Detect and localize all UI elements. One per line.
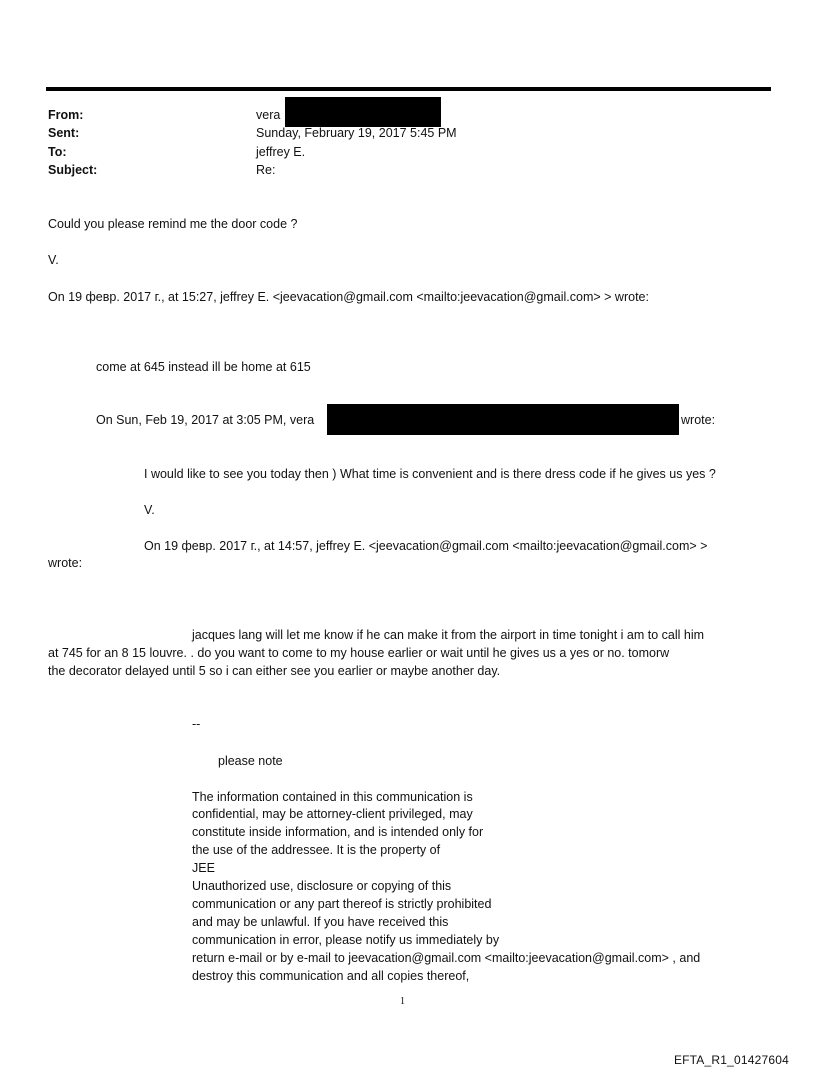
- header-rule: [46, 87, 771, 91]
- disclaimer-line: Unauthorized use, disclosure or copying of this: [192, 879, 452, 893]
- quoted-message-line: at 745 for an 8 15 louvre. . do you want to come to my house earlier or wait until he gives us a yes or no. tomorw: [48, 646, 670, 660]
- redaction-box-from: [285, 97, 441, 127]
- quoted-message-line: jacques lang will let me know if he can make it from the airport in time tonight i am to call him: [192, 628, 705, 642]
- quote-header-prefix: On Sun, Feb 19, 2017 at 3:05 PM, vera: [96, 413, 315, 427]
- message-line: Could you please remind me the door code ?: [48, 217, 298, 231]
- subject-label: Subject:: [48, 163, 98, 177]
- signature-initial: V.: [144, 503, 155, 517]
- please-note: please note: [218, 754, 283, 768]
- disclaimer-line: communication in error, please notify us immediately by: [192, 933, 500, 947]
- disclaimer-line: JEE: [192, 861, 215, 875]
- disclaimer-line: the use of the addressee. It is the property of: [192, 843, 441, 857]
- quoted-message-line: the decorator delayed until 5 so i can either see you earlier or maybe another day.: [48, 664, 501, 678]
- sent-value: Sunday, February 19, 2017 5:45 PM: [256, 126, 457, 140]
- signature-separator: --: [192, 717, 201, 731]
- disclaimer-line: communication or any part thereof is strictly prohibited: [192, 897, 492, 911]
- redaction-box-email: [327, 404, 679, 435]
- disclaimer-line: and may be unlawful. If you have received this: [192, 915, 449, 929]
- quote-header-wrap: wrote:: [48, 556, 83, 570]
- from-value: vera: [256, 108, 281, 122]
- disclaimer-line: The information contained in this communication is: [192, 790, 473, 804]
- sent-label: Sent:: [48, 126, 80, 140]
- page-number: 1: [400, 996, 405, 1007]
- quote-header-suffix: wrote:: [681, 413, 716, 427]
- reply-message: come at 645 instead ill be home at 615: [96, 360, 311, 374]
- bates-number: EFTA_R1_01427604: [673, 1053, 789, 1067]
- quoted-message: I would like to see you today then ) What time is convenient and is there dress code if he gives us yes ?: [144, 467, 716, 481]
- disclaimer-line: return e-mail or by e-mail to jeevacation@gmail.com <mailto:jeevacation@gmail.com> , and: [192, 951, 701, 965]
- disclaimer-line: destroy this communication and all copies thereof,: [192, 969, 470, 983]
- disclaimer-line: confidential, may be attorney-client privileged, may: [192, 807, 473, 821]
- quote-header: On 19 февр. 2017 г., at 14:57, jeffrey E. <jeevacation@gmail.com <mailto:jeevacation@gmail.com> >: [144, 539, 708, 553]
- disclaimer-line: constitute inside information, and is intended only for: [192, 825, 484, 839]
- signature-initial: V.: [48, 253, 59, 267]
- to-value: jeffrey E.: [256, 145, 306, 159]
- subject-value: Re:: [256, 163, 276, 177]
- from-label: From:: [48, 108, 84, 122]
- quote-header: On 19 февр. 2017 г., at 15:27, jeffrey E. <jeevacation@gmail.com <mailto:jeevacation@gmail.com> > wrote:: [48, 290, 649, 304]
- to-label: To:: [48, 145, 67, 159]
